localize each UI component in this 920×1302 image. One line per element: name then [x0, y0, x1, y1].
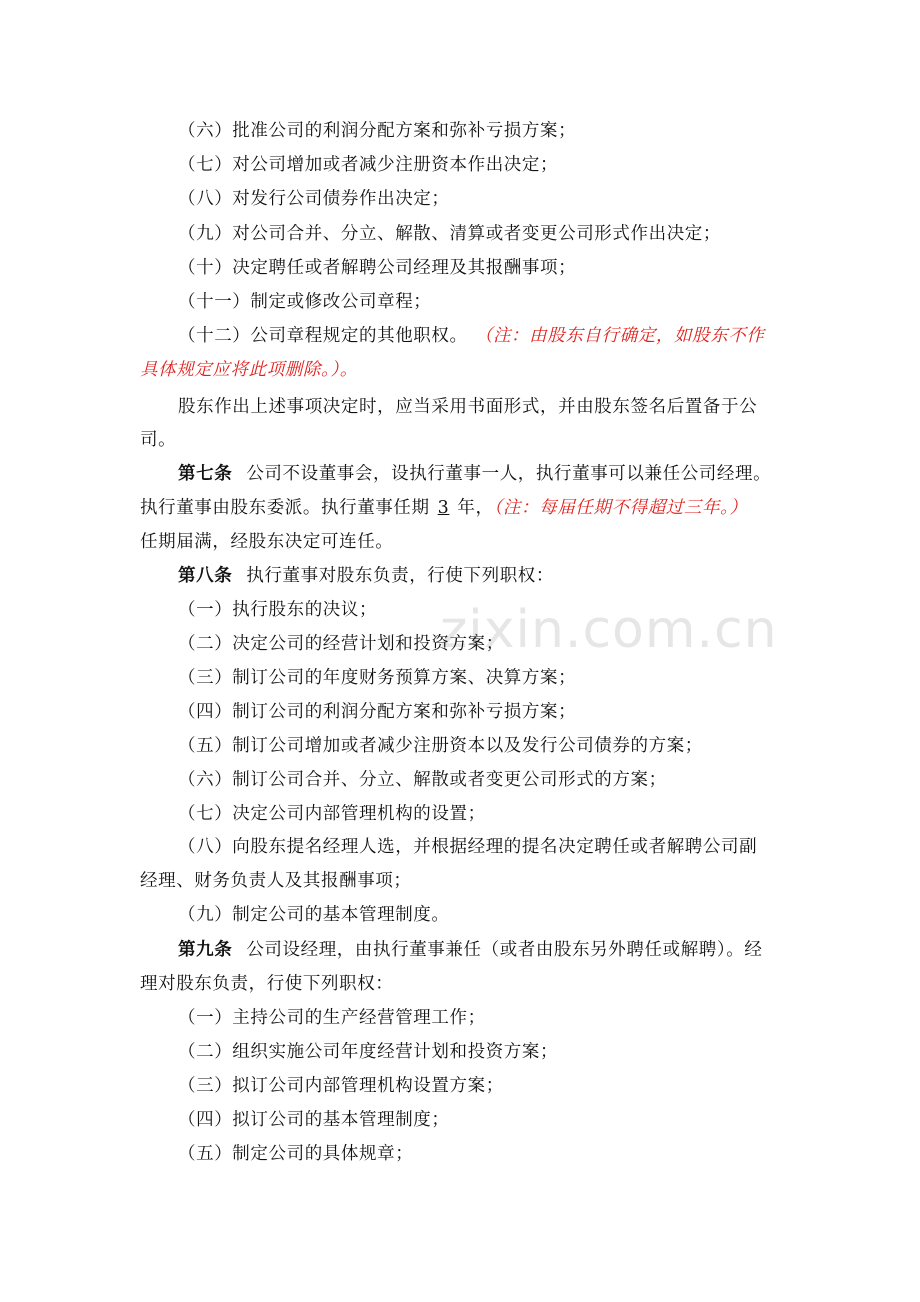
article-text: 执行董事对股东负责，行使下列职权： [246, 566, 555, 586]
clause-line: （十一）制定或修改公司章程； [178, 292, 432, 312]
article-line [178, 564, 554, 588]
article-line [178, 938, 762, 962]
clause-line: （二）组织实施公司年度经营计划和投资方案； [178, 1042, 559, 1062]
note-text: （注：由股东自行确定，如股东不作 [483, 326, 765, 346]
paragraph-line: 股东作出上述事项决定时，应当采用书面形式，并由股东签名后置备于公 [178, 397, 758, 417]
clause-line: （三）制订公司的年度财务预算方案、决算方案； [178, 668, 577, 688]
article-text: 公司设经理，由执行董事兼任（或者由股东另外聘任或解聘）。经 [246, 940, 763, 960]
clause-line: （一）主持公司的生产经营管理工作； [178, 1008, 486, 1028]
clause-line: （九）对公司合并、分立、解散、清算或者变更公司形式作出决定； [178, 224, 721, 244]
watermark: zixin.com.cn [440, 600, 778, 660]
clause-line: （六）制订公司合并、分立、解散或者变更公司形式的方案； [178, 770, 667, 790]
clause-line: （十）决定聘任或者解聘公司经理及其报酬事项； [178, 258, 577, 278]
paragraph-line: 司。 [140, 430, 177, 450]
article-title: 第八条 [178, 566, 233, 586]
clause-line: （七）对公司增加或者减少注册资本作出决定； [178, 155, 559, 175]
clause-line: （七）决定公司内部管理机构的设置； [178, 804, 486, 824]
paragraph-line: 任期届满，经股东决定可连任。 [140, 532, 394, 552]
clause-line: （六）批准公司的利润分配方案和弥补亏损方案； [178, 121, 577, 141]
clause-line: （五）制定公司的具体规章； [178, 1144, 414, 1164]
clause-line: （九）制定公司的基本管理制度。 [178, 905, 450, 925]
article-title: 第七条 [178, 464, 233, 484]
article-line [178, 462, 771, 486]
clause-line: （五）制订公司增加或者减少注册资本以及发行公司债券的方案； [178, 736, 703, 756]
clause-line: （八）向股东提名经理人选，并根据经理的提名决定聘任或者解聘公司副 [178, 837, 758, 857]
clause-line: （四）制订公司的利润分配方案和弥补亏损方案； [178, 702, 577, 722]
paragraph-text: 年， [457, 498, 494, 518]
note-text: （注：每届任期不得超过三年。） [493, 498, 748, 518]
clause-line: （四）拟订公司的基本管理制度； [178, 1110, 450, 1130]
clause-line: （八）对发行公司债券作出决定； [178, 189, 450, 209]
term-value: 3 [437, 498, 450, 518]
clause-line: （二）决定公司的经营计划和投资方案； [178, 634, 504, 654]
clause-text: （十二）公司章程规定的其他职权。 [178, 326, 468, 346]
clause-line [178, 324, 764, 348]
clause-line: 经理、财务负责人及其报酬事项； [140, 871, 412, 891]
paragraph-line: 理对股东负责，行使下列职权： [140, 974, 394, 994]
article-title: 第九条 [178, 940, 233, 960]
clause-line: （一）执行股东的决议； [178, 600, 378, 620]
paragraph-line [140, 496, 748, 520]
article-text: 公司不设董事会，设执行董事一人，执行董事可以兼任公司经理。 [246, 464, 772, 484]
paragraph-text: 执行董事由股东委派。执行董事任期 [140, 498, 430, 518]
clause-line: （三）拟订公司内部管理机构设置方案； [178, 1076, 504, 1096]
note-text: 具体规定应将此项删除。）。 [140, 360, 358, 380]
